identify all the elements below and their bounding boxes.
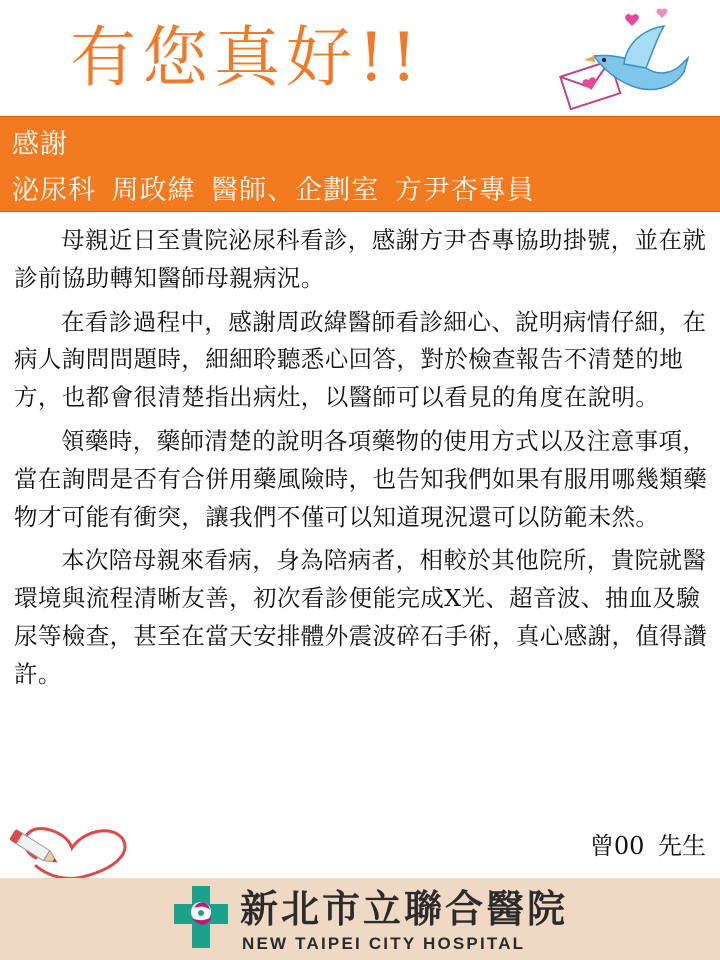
letter-paragraph-2: 在看診過程中，感謝周政緯醫師看診細心、說明病情仔細，在病人詢問問題時，細細聆聽悉心回答，對於檢查報告不清楚的地方，也都會很清楚指出病灶，以醫師可以看見的角度在說明。 — [14, 307, 707, 412]
hospital-name-english: NEW TAIPEI CITY HOSPITAL — [242, 934, 526, 953]
banner-recipients: 泌尿科 周政緯 醫師、企劃室 方尹杏專員 — [12, 175, 535, 206]
bird-with-envelope-icon — [554, 6, 704, 114]
hospital-cross-logo-icon — [170, 884, 232, 952]
letter-body — [14, 222, 708, 700]
letter-paragraph-1: 母親近日至貴院泌尿科看診，感謝方尹杏專協助掛號，並在就診前協助轉知醫師母親病況。 — [14, 226, 707, 292]
thanks-banner — [0, 116, 720, 212]
heart-pencil-icon — [6, 818, 134, 882]
letter-paragraph-4: 本次陪母親來看病，身為陪病者，相較於其他院所，貴院就醫環境與流程清晰友善，初次看診便能完成X光、超音波、抽血及驗尿等檢查，甚至在當天安排體外震波碎石手術，真心感謝，值得讚許。 — [14, 546, 708, 688]
hospital-name-chinese: 新北市立聯合醫院 — [240, 887, 569, 931]
page-title: 有您真好!! — [70, 19, 424, 96]
letter-signature: 曾00 先生 — [589, 832, 706, 860]
letter-paragraph-3: 領藥時，藥師清楚的說明各項藥物的使用方式以及注意事項，當在詢問是否有合併用藥風險時，也告知我們如果有服用哪幾類藥物才可能有衝突，讓我們不僅可以知道現況還可以防範未然。 — [14, 426, 708, 531]
banner-thanks-label: 感謝 — [12, 129, 68, 160]
